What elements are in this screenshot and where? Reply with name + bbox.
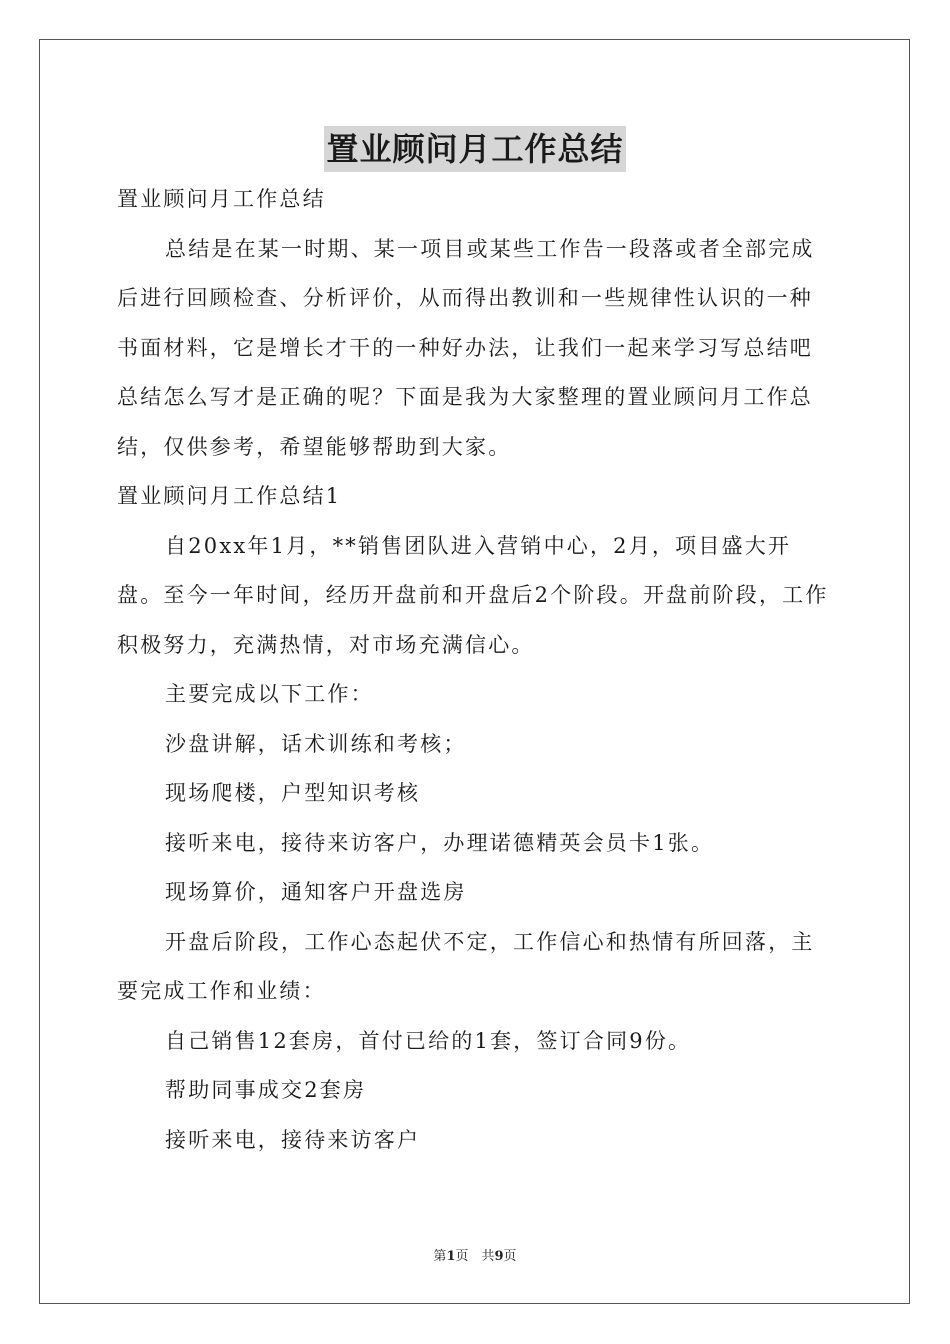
document-body [117,175,835,1165]
page-footer [0,1245,950,1264]
page-number-total: 9 [494,1249,504,1264]
paragraph: 接听来电，接待来访客户，办理诺德精英会员卡1张。 [165,830,715,855]
page-number-suffix: 页 [503,1249,517,1264]
paragraph: 帮助同事成交2套房 [165,1078,367,1102]
paragraph: 总结是在某一时期、某一项目或某些工作告一段落或者全部完成后进行回顾检查、分析评价，从而得出教训和一些规律性认识的一种书面材料，它是增长才干的一种好办法，让我们一起来学习写总结吧总结怎么写才是正确的呢？下面是我为大家整理的置业顾问月工作总结，仅供参考，希望能够帮助到大家。 [117,236,815,459]
paragraph: 接听来电，接待来访客户 [165,1127,421,1152]
page-number-prefix: 第 [433,1249,447,1264]
paragraph: 置业顾问月工作总结1 [117,484,342,508]
document-title: 置业顾问月工作总结 [324,126,625,172]
paragraph: 开盘后阶段，工作心态起伏不定，工作信心和热情有所回落，主要完成工作和业绩： [117,929,815,1003]
paragraph: 自己销售12套房，首付已给的1套，签订合同9份。 [165,1028,692,1053]
paragraph: 自20xx年1月，**销售团队进入营销中心，2月，项目盛大开盘。至今一年时间，经历开盘前和开盘后2个阶段。开盘前阶段，工作积极努力，充满热情，对市场充满信心。 [117,533,829,657]
paragraph: 沙盘讲解，话术训练和考核； [165,731,467,756]
paragraph: 现场爬楼，户型知识考核 [165,781,421,805]
paragraph: 主要完成以下工作： [165,682,374,706]
page-number-mid: 页 共 [455,1249,495,1264]
paragraph: 现场算价，通知客户开盘选房 [165,880,467,904]
page-number-current: 1 [446,1249,456,1264]
paragraph: 置业顾问月工作总结 [117,187,326,211]
document-title-wrap [0,126,950,178]
